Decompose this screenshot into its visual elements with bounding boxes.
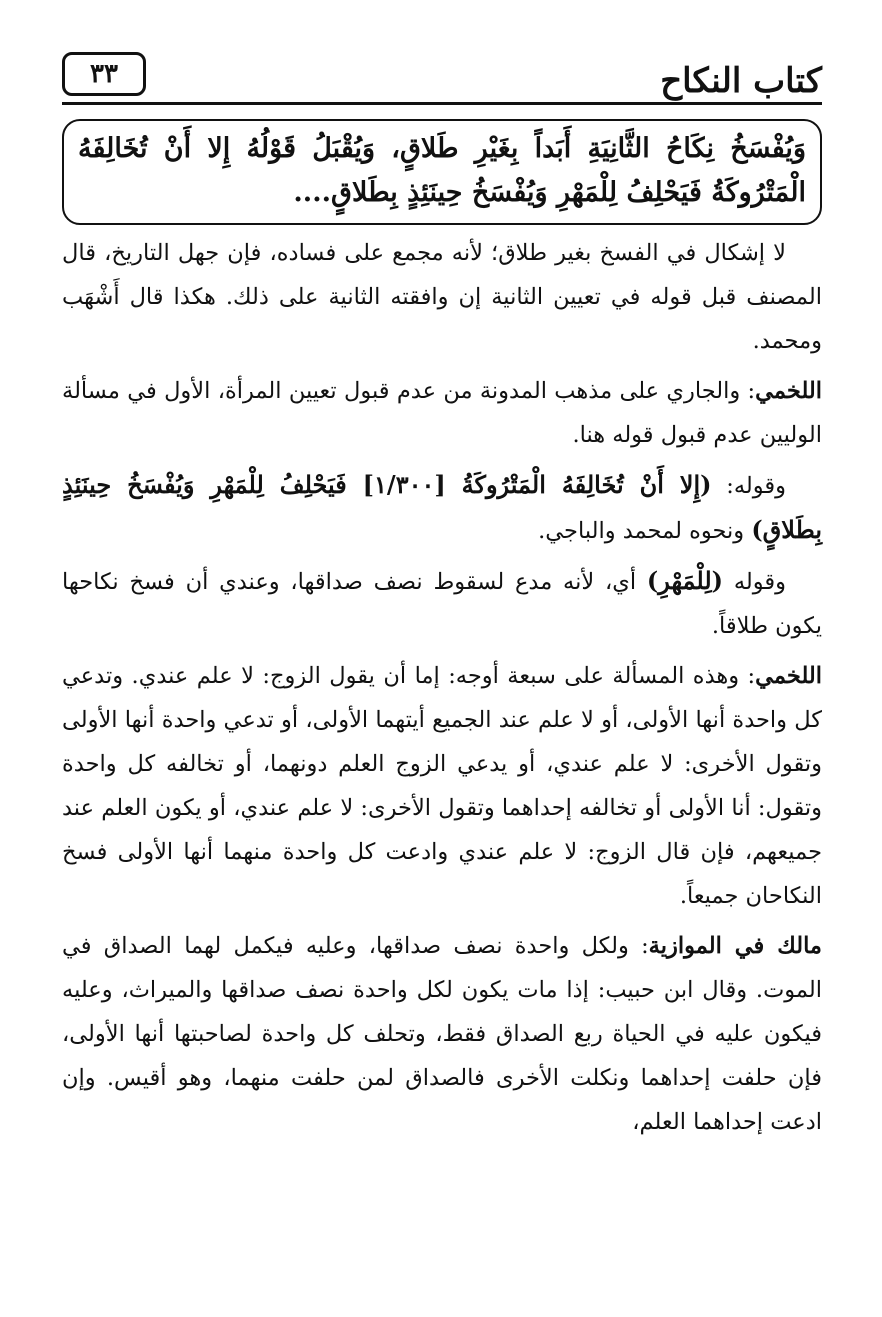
quoted-matn: (لِلْمَهْرِ): [646, 566, 724, 595]
paragraph-text: أي، لأنه مدع لسقوط نصف صداقها، وعندي أن فسخ نكاحها يكون طلاقاً.: [62, 569, 822, 639]
commentary-paragraph-5: [62, 654, 822, 918]
paragraph-text: لا إشكال في الفسخ بغير طلاق؛ لأنه مجمع على فساده، فإن جهل التاريخ، قال المصنف قبل قوله في تعيين الثانية إن وافقته الثانية على ذلك. هكذا قال أَشْهَب ومحمد.: [62, 240, 822, 354]
commentary-paragraph-2: [62, 369, 822, 457]
commentary-paragraph-1: [62, 231, 822, 363]
cited-scholar: اللخمي: [755, 378, 822, 404]
book-page: [62, 52, 822, 1144]
page-number-box: ٣٣: [62, 52, 146, 96]
paragraph-text: ونحوه لمحمد والباجي.: [538, 518, 752, 544]
quoted-matn: (إِلا أَنْ تُخَالِفَهُ الْمَتْرُوكَةُ [١/٣٠٠] فَيَحْلِفُ لِلْمَهْرِ وَيُفْسَخُ حِينَئِذٍ بِطَلاقٍ): [62, 470, 822, 544]
paragraph-text: وقوله:: [711, 473, 786, 499]
matn-text-box: [62, 119, 822, 225]
paragraph-text: : والجاري على مذهب المدونة من عدم قبول تعيين المرأة، الأول في مسألة الوليين عدم قبول قوله هنا.: [62, 378, 822, 448]
cited-scholar: اللخمي: [755, 663, 822, 689]
matn-text: وَيُفْسَخُ نِكَاحُ الثَّانِيَةِ أَبَداً بِغَيْرِ طَلاقٍ، وَيُقْبَلُ قَوْلُهُ إِلا أَنْ تُخَالِفَهُ الْمَتْرُوكَةُ فَيَحْلِفُ لِلْمَهْرِ وَيُفْسَخُ حِينَئِذٍ بِطَلاقٍ....: [78, 133, 806, 208]
page-header: [62, 52, 822, 105]
commentary-paragraph-6: [62, 924, 822, 1144]
commentary-paragraph-4: [62, 559, 822, 648]
running-title: كتاب النكاح: [660, 61, 822, 101]
commentary-paragraph-3: [62, 463, 822, 553]
paragraph-text: وقوله: [723, 569, 786, 595]
cited-scholar: مالك في الموازية: [648, 933, 822, 959]
paragraph-text: : وهذه المسألة على سبعة أوجه: إما أن يقول الزوج: لا علم عندي. وتدعي كل واحدة أنها الأولى، أو لا علم عند الجميع أيتهما الأولى، أو تدعي واحدة أنها الأولى وتقول الأخرى: لا علم عندي، أو يدعي الزوج العلم دونهما، أو تخالفه كل واحدة وتقول: أنا الأولى أو تخالفه إحداهما وتقول الأخرى: لا علم عندي، أو يكون العلم عند جميعهم، فإن قال الزوج: لا علم عندي وادعت كل واحدة منهما أنها الأولى فسخ النكاحان جميعاً.: [62, 663, 822, 909]
paragraph-text: : ولكل واحدة نصف صداقها، وعليه فيكمل لهما الصداق في الموت. وقال ابن حبيب: إذا مات يكون لكل واحدة نصف صداقها والميراث، وعليه فيكون عليه في الحياة ربع الصداق فقط، وتحلف كل واحدة لصاحبتها أنها الأولى، فإن حلفت إحداهما ونكلت الأخرى فالصداق لمن حلفت منهما، وهو أقيس. وإن ادعت إحداهما العلم،: [62, 933, 822, 1135]
